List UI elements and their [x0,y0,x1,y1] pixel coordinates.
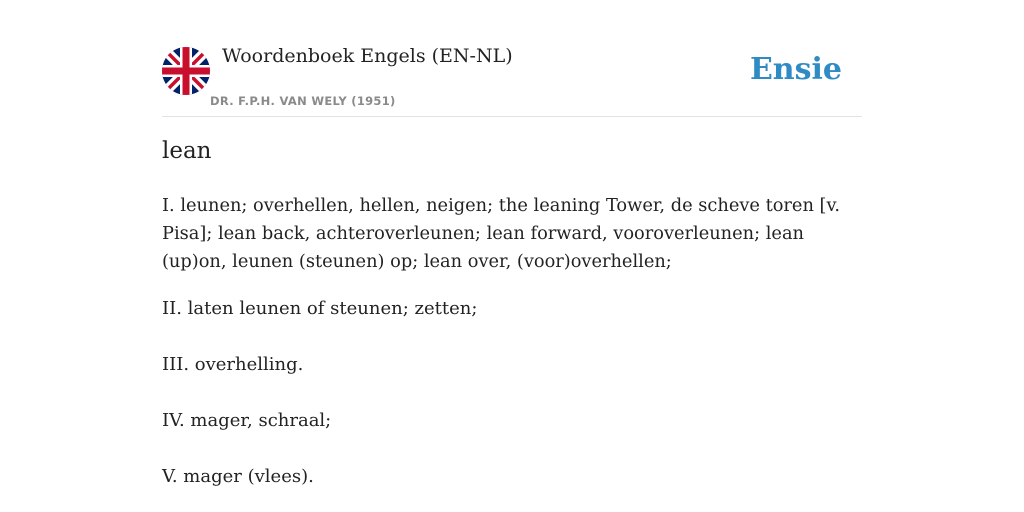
uk-flag-icon [162,47,210,95]
dictionary-header [162,0,862,117]
definition-2: II. laten leunen of steunen; zetten; [162,298,478,319]
ensie-logo[interactable]: Ensie [749,52,842,87]
dictionary-author: DR. F.P.H. VAN WELY (1951) [210,94,396,108]
dictionary-title[interactable]: Woordenboek Engels (EN-NL) [222,45,513,67]
dictionary-card [162,0,862,512]
definition-3: III. overhelling. [162,354,304,375]
entry-headword: lean [162,138,212,164]
definition-5: V. mager (vlees). [162,466,314,487]
definition-4: IV. mager, schraal; [162,410,332,431]
definition-1: I. leunen; overhellen, hellen, neigen; the leaning Tower, de scheve toren [v. Pisa]; lean back, achteroverleunen; lean forward, vooroverleunen; lean (up)on, leunen (steunen) op; lean over, (voor)overhellen; [162,195,841,272]
